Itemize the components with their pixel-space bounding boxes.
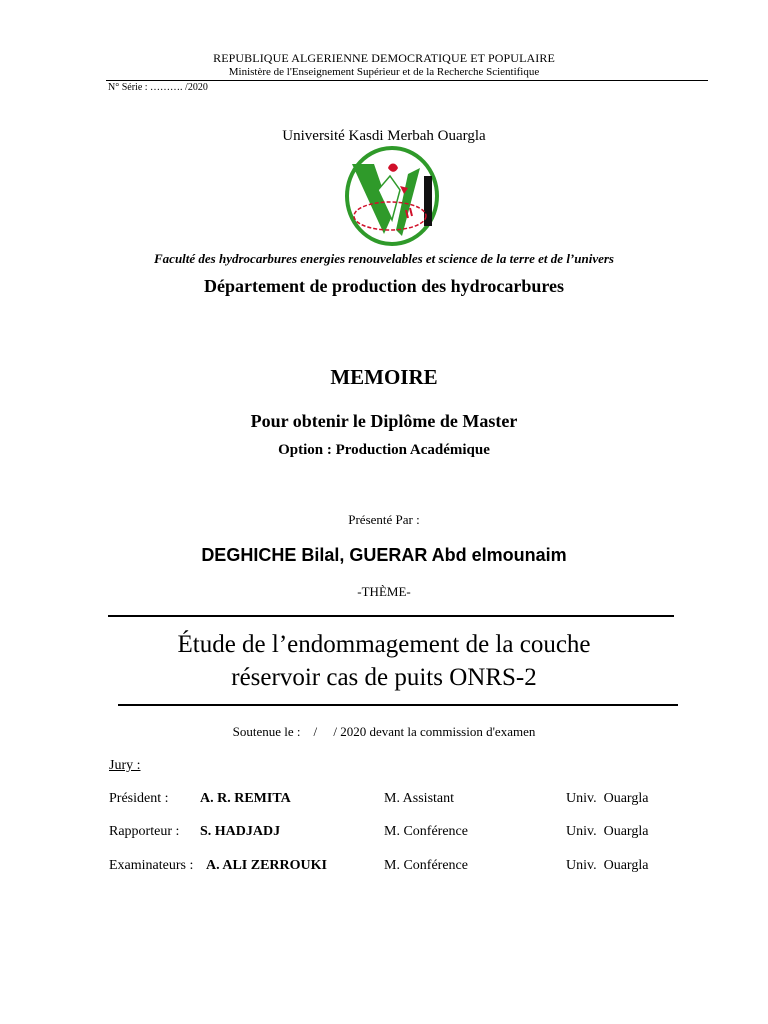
- defense-date: Soutenue le : / / 2020 devant la commission d'examen: [232, 724, 536, 739]
- jury-role: Président :: [109, 791, 169, 806]
- jury-role: Examinateurs :: [109, 858, 194, 873]
- department-name: Département de production des hydrocarbures: [204, 276, 564, 296]
- header-rule: [106, 80, 708, 81]
- memoire-title: MEMOIRE: [330, 365, 438, 389]
- thesis-title-line2: réservoir cas de puits ONRS-2: [231, 664, 537, 691]
- presented-by-label: Présenté Par :: [348, 512, 420, 527]
- jury-univ: Univ. Ouargla: [566, 858, 649, 873]
- diploma-line: Pour obtenir le Diplôme de Master: [250, 411, 518, 431]
- republic-header: REPUBLIQUE ALGERIENNE DEMOCRATIQUE ET POPULAIRE: [213, 51, 555, 65]
- jury-grade: M. Assistant: [384, 791, 455, 806]
- serie-number: N° Série : ………. /2020: [108, 82, 208, 93]
- title-top-rule: [108, 615, 674, 617]
- jury-name: A. R. REMITA: [200, 791, 291, 806]
- option-line: Option : Production Académique: [278, 442, 490, 458]
- jury-univ: Univ. Ouargla: [566, 791, 649, 806]
- theme-label: -THÈME-: [357, 584, 411, 599]
- jury-univ: Univ. Ouargla: [566, 824, 649, 839]
- jury-role: Rapporteur :: [109, 824, 180, 839]
- university-name: Université Kasdi Merbah Ouargla: [282, 128, 486, 144]
- ministry-header: Ministère de l'Enseignement Supérieur et de la Recherche Scientifique: [228, 66, 540, 78]
- jury-label: Jury :: [109, 758, 141, 773]
- jury-grade: M. Conférence: [384, 824, 468, 839]
- thesis-title-line1: Étude de l’endommagement de la couche: [177, 631, 591, 658]
- jury-name: A. ALI ZERROUKI: [206, 858, 327, 873]
- jury-grade: M. Conférence: [384, 858, 468, 873]
- university-logo: [344, 146, 440, 246]
- authors: DEGHICHE Bilal, GUERAR Abd elmounaim: [201, 545, 567, 565]
- logo-emblem-icon: [344, 146, 440, 246]
- faculty-name: Faculté des hydrocarbures energies renouvelables et science de la terre et de l’univers: [154, 251, 614, 266]
- jury-name: S. HADJADJ: [200, 824, 281, 839]
- title-bottom-rule: [118, 704, 678, 706]
